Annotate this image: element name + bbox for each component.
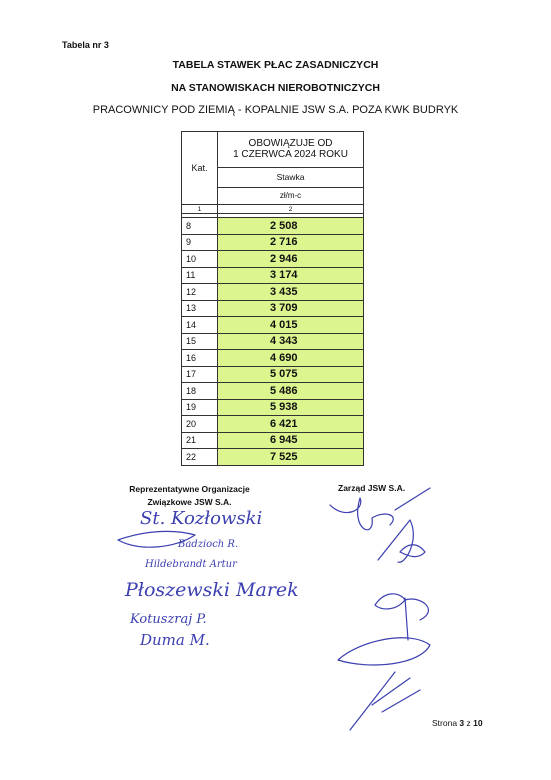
kat-cell: 17: [182, 366, 218, 383]
title-line-3: PRACOWNICY POD ZIEMIĄ - KOPALNIE JSW S.A. POZA KWK BUDRYK: [92, 104, 459, 116]
kat-cell: 18: [182, 383, 218, 400]
page-separator: z: [466, 718, 471, 728]
kat-cell: 8: [182, 218, 218, 235]
column-number-2: 2: [218, 205, 364, 214]
handwritten-name-3: Hildebrandt Artur: [145, 559, 237, 570]
unit-header: zł/m-c: [218, 187, 364, 204]
table-label: Tabela nr 3: [62, 40, 109, 50]
kat-cell: 21: [182, 432, 218, 449]
board-signatories-label: Zarząd JSW S.A.: [338, 483, 406, 493]
rate-cell: 5 486: [218, 383, 364, 400]
board-signature-2: [378, 488, 430, 562]
title-line-2: NA STANOWISKACH NIEROBOTNICZYCH: [171, 82, 380, 94]
rate-cell: 2 716: [218, 234, 364, 251]
rate-cell: 4 690: [218, 350, 364, 367]
handwritten-name-2: Badzioch R.: [178, 539, 239, 550]
rate-cell: 3 435: [218, 284, 364, 301]
rate-cell: 3 709: [218, 300, 364, 317]
rate-cell: 2 946: [218, 251, 364, 268]
valid-from-line2: 1 CZERWCA 2024 ROKU: [233, 149, 348, 161]
board-signature-3: [375, 594, 428, 640]
valid-from-line1: OBOWIĄZUJE OD: [248, 138, 333, 150]
page-number: [432, 718, 483, 728]
page-prefix: Strona: [432, 718, 458, 728]
rate-cell: 4 015: [218, 317, 364, 334]
rate-cell: 6 421: [218, 416, 364, 433]
handwritten-name-5: Kotuszraj P.: [130, 612, 207, 627]
rate-cell: 4 343: [218, 333, 364, 350]
title-line-1: TABELA STAWEK PŁAC ZASADNICZYCH: [172, 59, 379, 71]
kat-cell: 22: [182, 449, 218, 466]
kat-cell: 20: [182, 416, 218, 433]
board-signature-2b: [400, 545, 425, 557]
kat-cell: 10: [182, 251, 218, 268]
column-number-1: 1: [182, 205, 218, 214]
rate-cell: 7 525: [218, 449, 364, 466]
rate-cell: 2 508: [218, 218, 364, 235]
rate-header: Stawka: [218, 167, 364, 187]
kat-cell: 15: [182, 333, 218, 350]
handwritten-name-1: St. Kozłowski: [140, 508, 263, 529]
rate-cell: 5 938: [218, 399, 364, 416]
union-label-line1: Reprezentatywne Organizacje: [129, 484, 250, 494]
union-label-line2: Związkowe JSW S.A.: [147, 497, 232, 507]
kat-cell: 14: [182, 317, 218, 334]
handwritten-name-4: Płoszewski Marek: [125, 579, 299, 601]
page-current: 3: [459, 718, 465, 728]
kat-cell: 19: [182, 399, 218, 416]
kat-cell: 13: [182, 300, 218, 317]
page-total: 10: [473, 718, 483, 728]
kat-cell: 9: [182, 234, 218, 251]
rate-cell: 3 174: [218, 267, 364, 284]
kat-cell: 12: [182, 284, 218, 301]
board-signature-3b: [338, 638, 430, 665]
kat-header: Kat.: [182, 132, 218, 205]
union-handwriting: [124, 508, 299, 649]
kat-cell: 11: [182, 267, 218, 284]
rate-cell: 6 945: [218, 432, 364, 449]
handwritten-name-6: Duma M.: [140, 631, 210, 649]
rate-cell: 5 075: [218, 366, 364, 383]
board-signature-1: [330, 498, 393, 530]
board-signature-4: [350, 672, 420, 730]
kat-cell: 16: [182, 350, 218, 367]
